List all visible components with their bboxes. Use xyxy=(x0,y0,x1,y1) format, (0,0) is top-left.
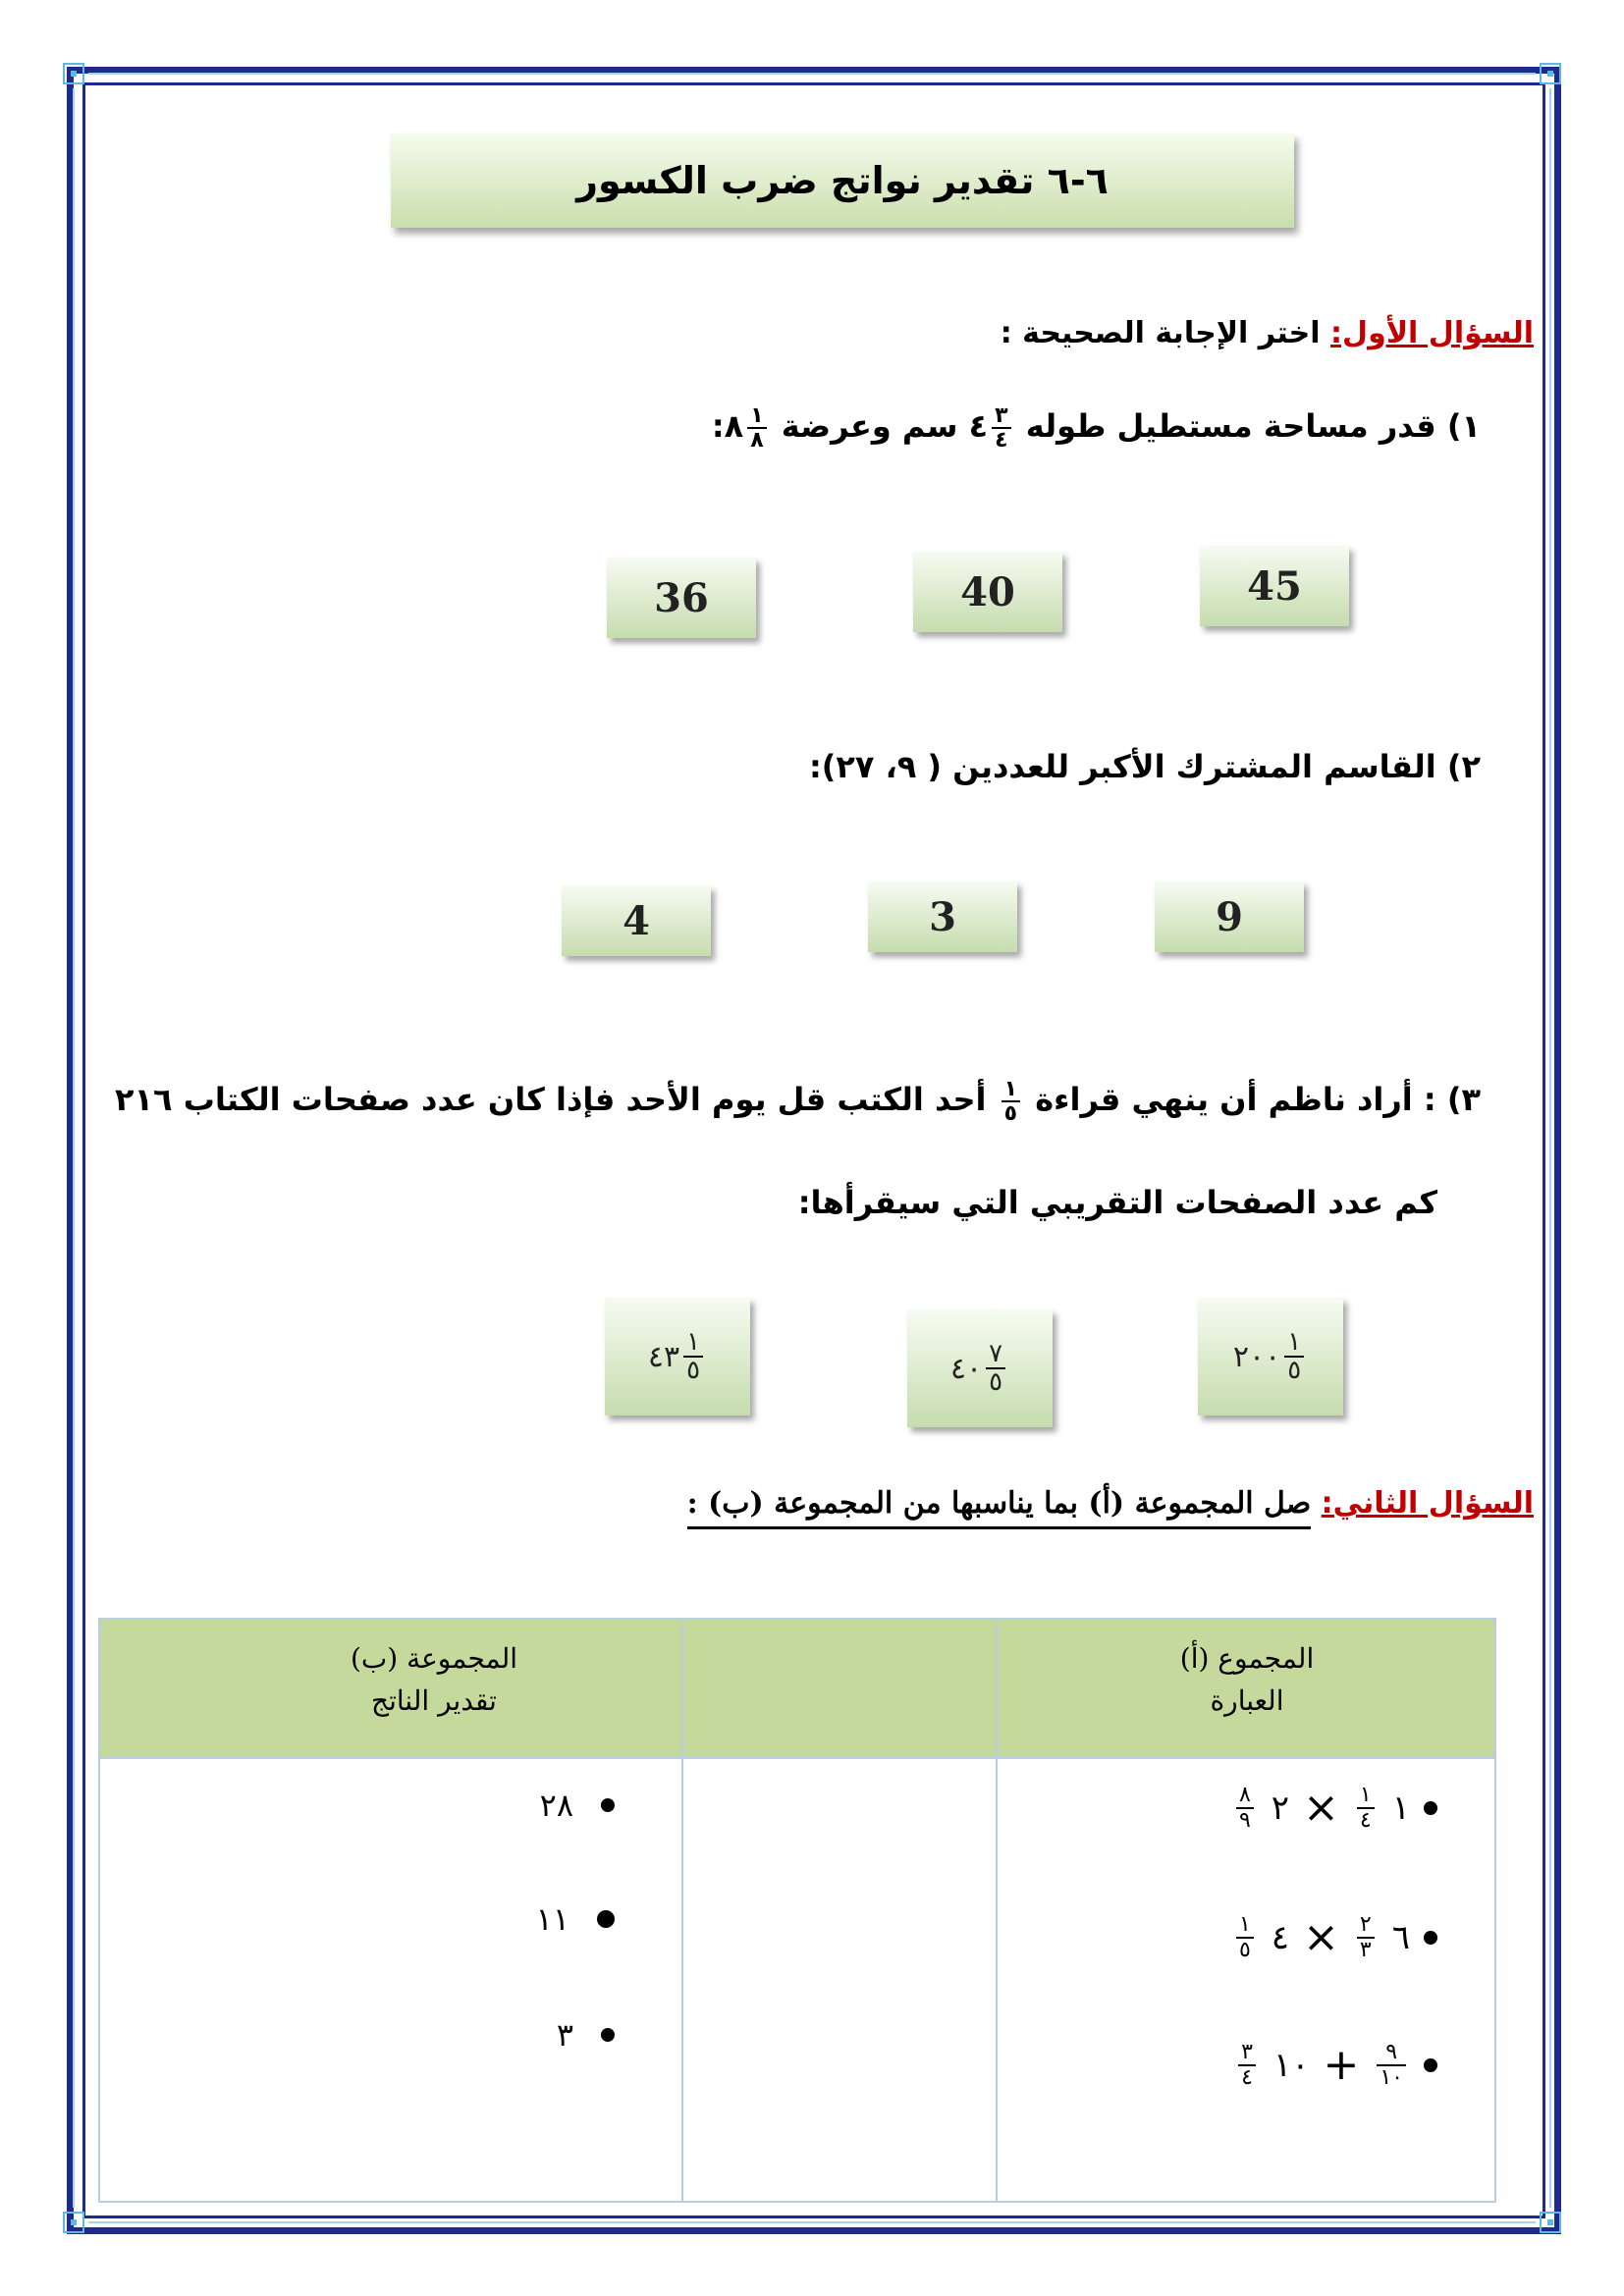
page-title: ٦-٦ تقدير نواتج ضرب الكسور xyxy=(391,133,1294,228)
question-2-label: السؤال الثاني: xyxy=(1321,1486,1534,1521)
width-whole: ٨ xyxy=(724,407,744,446)
bullet xyxy=(601,2028,615,2042)
item-3-suffix: أحد الكتب قل يوم الأحد فإذا كان عدد صفحات الكتاب ٢١٦ xyxy=(114,1081,987,1119)
corner-ornament xyxy=(63,2212,84,2233)
item-1-colon: : xyxy=(711,407,725,446)
question-1-item-3 xyxy=(115,1078,1481,1125)
group-b-item-2[interactable]: ١١ xyxy=(536,1900,615,1938)
corner-ornament xyxy=(1540,63,1561,84)
item-1-prefix: ١) قدر مساحة مستطيل طوله xyxy=(1025,407,1481,446)
border-ornament xyxy=(1549,88,1551,2208)
group-a-item-3[interactable]: $\frac{٩}{١٠}$ + ١٠ $\frac{٣}{٤}$ xyxy=(1234,2040,1437,2090)
length-fraction: $\frac{٣}{٤}$ xyxy=(992,404,1010,452)
question-1-item-1 xyxy=(712,404,1481,452)
group-a-item-2[interactable]: ٦ $\frac{٢}{٣}$ × ٤ $\frac{١}{٥}$ xyxy=(1232,1912,1437,1962)
border-ornament xyxy=(88,73,1536,75)
question-1-item-2 xyxy=(809,748,1481,785)
bullet xyxy=(1424,2058,1437,2072)
question-2-instruction: صل المجموعة (أ) بما يناسبها من المجموعة (ب) : xyxy=(687,1486,1312,1529)
choice-1-b[interactable]: 40 xyxy=(913,552,1062,632)
plus-operator: + xyxy=(1323,2040,1360,2090)
choice-1-a[interactable]: 45 xyxy=(1200,546,1349,626)
item-3-line-2-text: كم عدد الصفحات التقريبي التي سيقرأها: xyxy=(797,1184,1437,1221)
bullet xyxy=(601,1798,615,1812)
question-1-instruction: اختر الإجابة الصحيحة : xyxy=(1000,316,1321,350)
matching-table xyxy=(98,1618,1496,2203)
choice-3-b[interactable]: $\frac{٧}{٥}$ ٤٠ xyxy=(907,1309,1053,1427)
choice-3-a[interactable]: $\frac{١}{٥}$ ٢٠٠ xyxy=(1198,1298,1343,1415)
border-ornament xyxy=(88,2221,1536,2223)
choice-3-c[interactable]: $\frac{١}{٥}$ ٤٣ xyxy=(605,1298,750,1415)
column-divider xyxy=(681,1620,683,2201)
corner-ornament xyxy=(63,63,84,84)
item-1-middle: سم وعرضة xyxy=(781,407,958,446)
times-operator: × xyxy=(1303,1912,1339,1962)
question-2-heading xyxy=(687,1486,1534,1521)
question-1-heading xyxy=(1001,316,1534,350)
group-b-item-1[interactable]: ٢٨ xyxy=(540,1787,615,1824)
choice-2-b[interactable]: 3 xyxy=(868,881,1017,952)
width-fraction: $\frac{١}{٨}$ xyxy=(747,404,766,452)
corner-ornament xyxy=(1540,2212,1561,2233)
group-a-item-1[interactable]: ١ $\frac{١}{٤}$ × ٢ $\frac{٨}{٩}$ xyxy=(1232,1783,1437,1833)
choice-2-a[interactable]: 9 xyxy=(1155,881,1304,952)
times-operator: × xyxy=(1303,1783,1339,1833)
length-whole: ٤ xyxy=(968,407,989,446)
question-1-label: السؤال الأول: xyxy=(1330,316,1534,350)
header-group-a: المجموع (أ) العبارة xyxy=(1179,1642,1315,1718)
item-3-fraction: $\frac{١}{٥}$ xyxy=(1001,1078,1020,1125)
item-3-prefix: ٣) : أراد ناظم أن ينهي قراءة xyxy=(1035,1081,1481,1119)
border-ornament xyxy=(73,88,75,2208)
bullet xyxy=(597,1910,615,1928)
bullet xyxy=(1424,1801,1437,1815)
header-group-b: المجموعة (ب) تقدير الناتج xyxy=(350,1642,518,1718)
choice-1-c[interactable]: 36 xyxy=(607,558,756,638)
group-b-item-3[interactable]: ٣ xyxy=(557,2016,615,2054)
bullet xyxy=(1424,1931,1437,1945)
choice-2-c[interactable]: 4 xyxy=(562,885,711,956)
question-1-item-3-line-2 xyxy=(798,1184,1437,1221)
item-2-text: ٢) القاسم المشترك الأكبر للعددين ( ٩، ٢٧): xyxy=(808,748,1481,785)
